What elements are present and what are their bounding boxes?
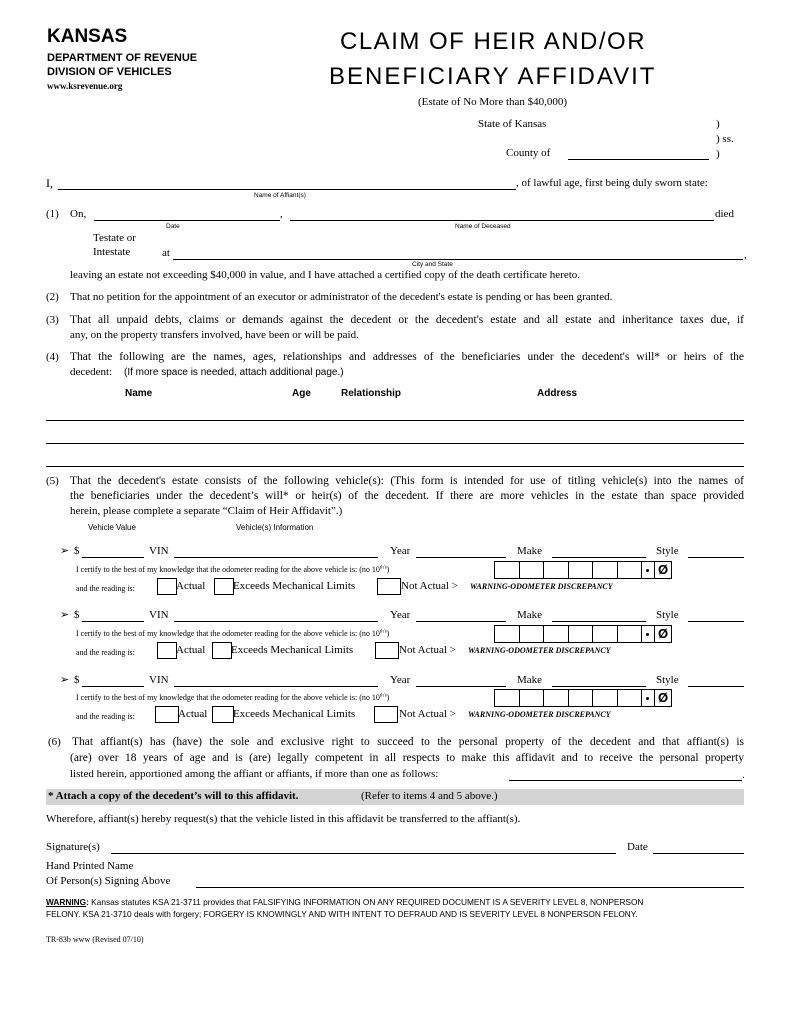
state-of-label: State of Kansas [478,118,547,130]
make-label: Make [517,674,543,686]
decimal-dot-icon [642,562,655,578]
item4-line2: decedent: [70,366,113,378]
warning-text-1: Kansas statutes KSA 21-3711 provides that FALSIFYING INFORMATION ON ANY REQUIRED DOCUMENT IS A SEVERITY LEVEL 8, NONPERSON [88,897,644,907]
exceeds-checkbox[interactable] [214,578,234,595]
website: www.ksrevenue.org [47,81,123,91]
year-field[interactable] [416,686,506,687]
odometer-digit[interactable] [593,562,618,578]
odometer-digit[interactable] [569,562,594,578]
affiant-i: I, [46,176,53,190]
reading-label: and the reading is: [76,648,135,657]
bullet-arrow-icon: ➢ [60,674,70,686]
certify-text: I certify to the best of my knowledge that the odometer reading for the above vehicle is: (no 10 [76,693,380,702]
style-field[interactable] [688,686,744,687]
legal-warning-line1 [46,897,643,907]
form-number: TR-83b www (Revised 07/10) [46,935,144,944]
item4-note: (If more space is needed, attach additional page.) [124,367,344,378]
signature-label: Signature(s) [46,841,100,853]
odometer-digit[interactable] [618,626,643,642]
exceeds-label: Exceeds Mechanical Limits [233,580,356,592]
odometer-digit[interactable] [520,562,545,578]
actual-label: Actual [176,580,206,592]
item1-estate-text: leaving an estate not exceeding $40,000 in value, and I have attached a certified copy of the death certificate hereto. [70,269,581,281]
vin-label: VIN [149,545,169,557]
dollar-label: $ [74,674,80,686]
item1-died: died [715,208,734,220]
item6-line2: (are) over 18 years of age and is (are) legally competent in all respects to make this affidavit and to receive the personal property [70,752,744,764]
affiant-name-caption: Name of Affiant(s) [254,192,306,199]
venue-paren-3: ) [716,148,720,160]
certify-text: I certify to the best of my knowledge that the odometer reading for the above vehicle is: (no 10 [76,629,380,638]
odometer-reading-field[interactable] [494,625,672,643]
odometer-certify-text [76,629,389,638]
item5-line1: That the decedent's estate consists of the following vehicle(s): (This form is intended for use of titling vehicle(s) into the names of [70,475,744,487]
not-actual-checkbox[interactable] [377,578,401,595]
item6-number: (6) [48,736,61,748]
make-label: Make [517,609,543,621]
year-label: Year [390,545,411,557]
county-of-label: County of [506,147,551,159]
wherefore-text: Wherefore, affiant(s) hereby request(s) that the vehicle listed in this affidavit be transferred to the affiant(s). [46,813,521,825]
make-field[interactable] [552,621,646,622]
year-field[interactable] [416,621,506,622]
odometer-digit[interactable] [569,690,594,706]
odometer-reading-field[interactable] [494,561,672,579]
odometer-digit[interactable] [544,626,569,642]
make-label: Make [517,545,543,557]
certify-end: ) [386,629,390,638]
certify-end: ) [386,693,390,702]
year-label: Year [390,609,411,621]
beneficiary-line-1[interactable] [46,420,744,421]
odometer-digit[interactable] [520,626,545,642]
odometer-zero-icon: Ø [657,626,669,641]
beneficiary-line-2[interactable] [46,443,744,444]
odometer-certify-text [76,565,389,574]
actual-checkbox[interactable] [155,706,179,723]
item1-number: (1) [46,208,59,220]
vehicle-value-field[interactable] [82,557,144,558]
date-caption: Date [166,223,180,230]
signature-field[interactable] [111,853,616,854]
item2-number: (2) [46,291,59,303]
at-label: at [162,247,170,259]
intestate-label: Intestate [93,246,131,258]
tenths-sup: th's [379,565,387,571]
odometer-digit[interactable] [495,562,520,578]
bullet-arrow-icon: ➢ [60,545,70,557]
odometer-warning: WARNING-ODOMETER DISCREPANCY [468,710,611,719]
not-actual-checkbox[interactable] [375,642,399,659]
city-state-caption: City and State [412,261,453,268]
reading-label: and the reading is: [76,584,135,593]
date-label: Date [627,841,648,853]
item4-line1: That the following are the names, ages, relationships and addresses of the beneficiaries under the decedent's will* or heirs of the [70,351,744,363]
item1-on: On, [70,208,87,220]
col-address-header: Address [537,388,578,399]
decimal-dot-icon [642,626,655,642]
item5-number: (5) [46,475,59,487]
item6-line1: That affiant(s) has (have) the sole and exclusive right to succeed to the personal property of the decedent and that affiant(s) is [72,736,744,748]
dollar-label: $ [74,609,80,621]
printed-name-label-1: Hand Printed Name [46,860,134,872]
item5-line2: the beneficiaries under the decedent’s will* or heir(s) of the decedent. If there are more vehicles in the estate than space provided [70,490,744,502]
county-field[interactable] [568,159,709,160]
odometer-certify-text [76,693,389,702]
actual-label: Actual [176,644,206,656]
attach-will-banner [46,789,744,805]
exceeds-checkbox[interactable] [212,706,234,723]
odometer-digit[interactable] [520,690,545,706]
actual-label: Actual [178,708,208,720]
style-label: Style [656,674,679,686]
item6-line3: listed herein, apportioned among the affiant or affiants, if more than one as follows: [70,768,439,780]
make-field[interactable] [552,557,646,558]
actual-checkbox[interactable] [157,578,177,595]
odometer-digit[interactable] [569,626,594,642]
not-actual-checkbox[interactable] [374,706,398,723]
odometer-zero-icon: Ø [657,562,669,577]
odometer-digit[interactable] [593,690,618,706]
dollar-label: $ [74,545,80,557]
not-actual-label: Not Actual > [399,708,456,720]
department-name: DEPARTMENT OF REVENUE [47,52,198,64]
style-label: Style [656,609,679,621]
odometer-digit[interactable] [495,690,520,706]
exceeds-label: Exceeds Mechanical Limits [231,644,354,656]
testate-label: Testate or [93,232,136,244]
vehicle-value-field[interactable] [82,686,144,687]
printed-name-field[interactable] [196,887,744,888]
odometer-digit[interactable] [618,690,643,706]
odometer-digit[interactable] [618,562,643,578]
certify-text: I certify to the best of my knowledge that the odometer reading for the above vehicle is: (no 10 [76,565,380,574]
decimal-dot-icon [642,690,655,706]
city-end-comma: , [744,249,747,261]
not-actual-label: Not Actual > [401,580,458,592]
deceased-name-field[interactable] [290,220,714,221]
certify-end: ) [386,565,390,574]
odometer-reading-field[interactable] [494,689,672,707]
year-label: Year [390,674,411,686]
tenths-sup: th's [379,693,387,699]
venue-ss: ) ss. [716,133,734,145]
item3-line1: That all unpaid debts, claims or demands against the decedent or the decedent's estate and all estate and inheritance taxes due, if [70,314,744,326]
odometer-warning: WARNING-ODOMETER DISCREPANCY [468,646,611,655]
not-actual-label: Not Actual > [399,644,456,656]
odometer-warning: WARNING-ODOMETER DISCREPANCY [470,582,613,591]
signature-date-field[interactable] [653,853,744,854]
odometer-zero-icon: Ø [657,690,669,705]
vehicle-info-caption: Vehicle(s) Information [236,523,314,532]
odometer-digit[interactable] [544,562,569,578]
actual-checkbox[interactable] [157,642,177,659]
death-date-field[interactable] [94,220,280,221]
style-label: Style [656,545,679,557]
item5-line3: herein, please complete a separate “Claim of Heir Affidavit”.) [70,505,343,517]
make-field[interactable] [552,686,646,687]
warning-label: WARNING [46,897,87,907]
attach-will-bold: * Attach a copy of the decedent’s will to this affidavit. [48,790,299,802]
exceeds-checkbox[interactable] [212,642,232,659]
item6-end: . [742,769,745,781]
vin-label: VIN [149,609,169,621]
style-field[interactable] [688,621,744,622]
form-title-line2: BENEFICIARY AFFIDAVIT [329,63,657,90]
year-field[interactable] [416,557,506,558]
odometer-digit[interactable] [495,626,520,642]
item2-text: That no petition for the appointment of an executor or administrator of the decedent's estate is pending or has been granted. [70,291,613,303]
vehicle-value-caption: Vehicle Value [88,523,136,532]
col-name-header: Name [125,388,153,399]
reading-label: and the reading is: [76,712,135,721]
division-name: DIVISION OF VEHICLES [47,66,172,78]
deceased-caption: Name of Deceased [455,223,511,230]
odometer-digit[interactable] [544,690,569,706]
style-field[interactable] [688,557,744,558]
tenths-sup: th's [379,629,387,635]
legal-warning-line2: FELONY. KSA 21-3710 deals with forgery; FORGERY IS KNOWINGLY AND WITH INTENT TO DEFRAUD AND IS SEVERITY LEVEL 8 NONPERSON FELONY. [46,909,638,919]
bullet-arrow-icon: ➢ [60,609,70,621]
venue-paren-1: ) [716,118,720,130]
col-relationship-header: Relationship [341,388,402,399]
apportionment-field[interactable] [509,780,742,781]
vin-field[interactable] [174,686,378,687]
item3-line2: any, on the property transfers involved, have been or will be paid. [70,329,359,341]
vehicle-value-field[interactable] [82,621,144,622]
warning-colon: : [86,897,89,907]
odometer-digit[interactable] [593,626,618,642]
vin-field[interactable] [174,557,378,558]
item4-number: (4) [46,351,59,363]
exceeds-label: Exceeds Mechanical Limits [233,708,356,720]
form-title-line1: CLAIM OF HEIR AND/OR [340,28,647,55]
city-state-field[interactable] [173,259,743,260]
item1-comma: , [280,208,283,220]
col-age-header: Age [292,388,311,399]
vin-label: VIN [149,674,169,686]
item3-number: (3) [46,314,59,326]
affiant-name-field[interactable] [58,189,516,190]
attach-will-refer: (Refer to items 4 and 5 above.) [361,790,498,802]
affiant-oath-text: , of lawful age, first being duly sworn state: [516,177,708,189]
printed-name-label-2: Of Person(s) Signing Above [46,875,171,887]
state-name: KANSAS [47,26,128,47]
vin-field[interactable] [174,621,378,622]
form-subtitle: (Estate of No More than $40,000) [418,96,568,108]
beneficiary-line-3[interactable] [46,466,744,467]
